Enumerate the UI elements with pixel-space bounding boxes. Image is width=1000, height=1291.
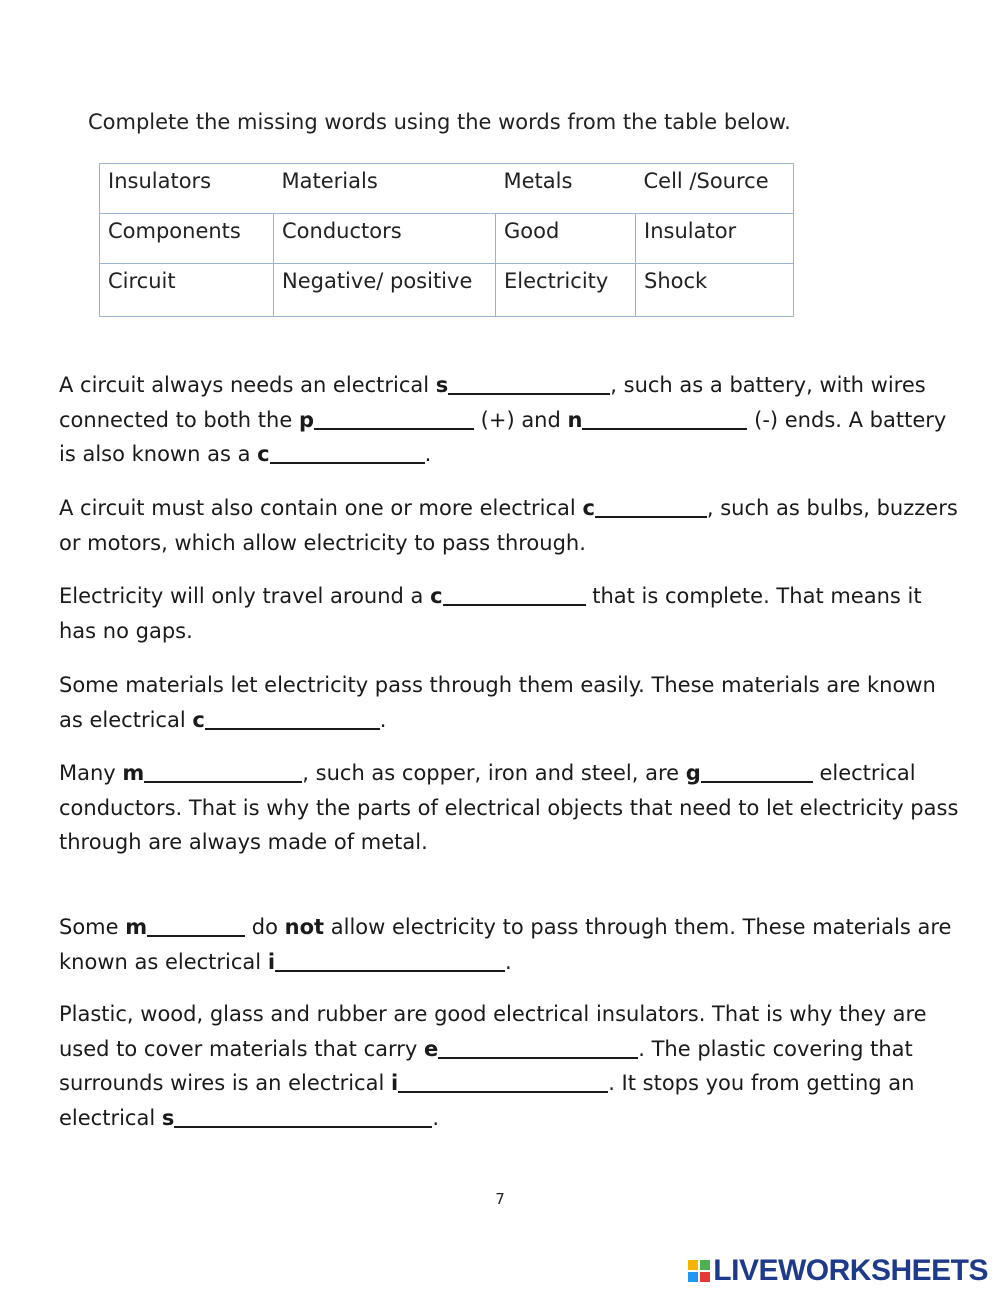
hint-letter: i bbox=[267, 949, 276, 974]
paragraph-components: A circuit must also contain one or more electrical c , such as bulbs, buzzers or motors, which allow electricity to pass through. bbox=[59, 496, 958, 555]
hint-letter: c bbox=[192, 707, 205, 732]
hint-letter: m bbox=[125, 915, 148, 939]
page-number: 7 bbox=[495, 1190, 505, 1208]
answer-blank[interactable] bbox=[314, 407, 474, 430]
answer-blank[interactable] bbox=[144, 760, 302, 783]
answer-blank[interactable] bbox=[448, 372, 610, 395]
table-cell: Circuit bbox=[100, 264, 274, 317]
table-cell: Shock bbox=[636, 264, 794, 317]
hint-letter: c bbox=[582, 496, 595, 520]
table-cell: Insulator bbox=[636, 214, 794, 264]
paragraph-conductors: Some materials let electricity pass through them easily. These materials are known as electrical c . bbox=[59, 673, 936, 732]
hint-letter: p bbox=[298, 407, 314, 432]
table-row bbox=[100, 214, 794, 264]
paragraph-insulators: Some m do not allow electricity to pass through them. These materials are known as electrical i . bbox=[59, 915, 952, 974]
answer-blank[interactable] bbox=[147, 914, 245, 937]
hint-letter: s bbox=[161, 1105, 175, 1130]
answer-blank[interactable] bbox=[582, 407, 747, 430]
paragraph-plastic: Plastic, wood, glass and rubber are good electrical insulators. That is why they are used to cover materials that carry e . The plastic covering that surrounds wires is an electrical i . It stops you from getting an electrical s . bbox=[59, 1002, 927, 1130]
table-cell: Components bbox=[100, 214, 274, 264]
table-cell: Good bbox=[496, 214, 636, 264]
answer-blank[interactable] bbox=[443, 583, 586, 606]
answer-blank[interactable] bbox=[270, 441, 425, 464]
table-row bbox=[100, 264, 794, 317]
liveworksheets-logo bbox=[688, 1254, 988, 1288]
table-cell: Metals bbox=[496, 164, 636, 214]
table-row bbox=[100, 164, 794, 214]
paragraph-metals: Many m , such as copper, iron and steel, are g electrical conductors. That is why the parts of electrical objects that need to let electricity pass through are always made of metal. bbox=[59, 761, 959, 854]
answer-blank[interactable] bbox=[595, 495, 707, 518]
paragraph-source: A circuit always needs an electrical s , such as a battery, with wires connected to both the p (+) and n (-) ends. A battery is also known as a c . bbox=[59, 373, 947, 466]
instruction-text: Complete the missing words using the words from the table below. bbox=[88, 110, 791, 134]
table-cell: Materials bbox=[274, 164, 496, 214]
answer-blank[interactable] bbox=[398, 1070, 608, 1093]
answer-blank[interactable] bbox=[701, 760, 813, 783]
paragraph-circuit: Electricity will only travel around a c that is complete. That means it has no gaps. bbox=[59, 584, 922, 643]
table-cell: Negative/ positive bbox=[274, 264, 496, 317]
logo-text: LIVEWORKSHEETS bbox=[713, 1254, 988, 1287]
table-cell: Conductors bbox=[274, 214, 496, 264]
hint-letter: s bbox=[435, 373, 449, 397]
answer-blank[interactable] bbox=[438, 1036, 638, 1059]
table-cell: Cell /Source bbox=[636, 164, 794, 214]
answer-blank[interactable] bbox=[275, 949, 505, 972]
hint-letter: n bbox=[567, 407, 583, 432]
hint-letter: m bbox=[122, 761, 145, 785]
answer-blank[interactable] bbox=[174, 1105, 432, 1128]
hint-letter: c bbox=[430, 584, 443, 608]
hint-letter: e bbox=[424, 1036, 439, 1061]
word-bank-table bbox=[99, 163, 794, 317]
hint-letter: c bbox=[257, 442, 270, 466]
table-cell: Electricity bbox=[496, 264, 636, 317]
hint-letter: g bbox=[685, 761, 701, 785]
answer-blank[interactable] bbox=[205, 707, 380, 730]
table-cell: Insulators bbox=[100, 164, 274, 214]
logo-blocks-icon bbox=[688, 1260, 710, 1282]
hint-letter: i bbox=[390, 1071, 399, 1095]
